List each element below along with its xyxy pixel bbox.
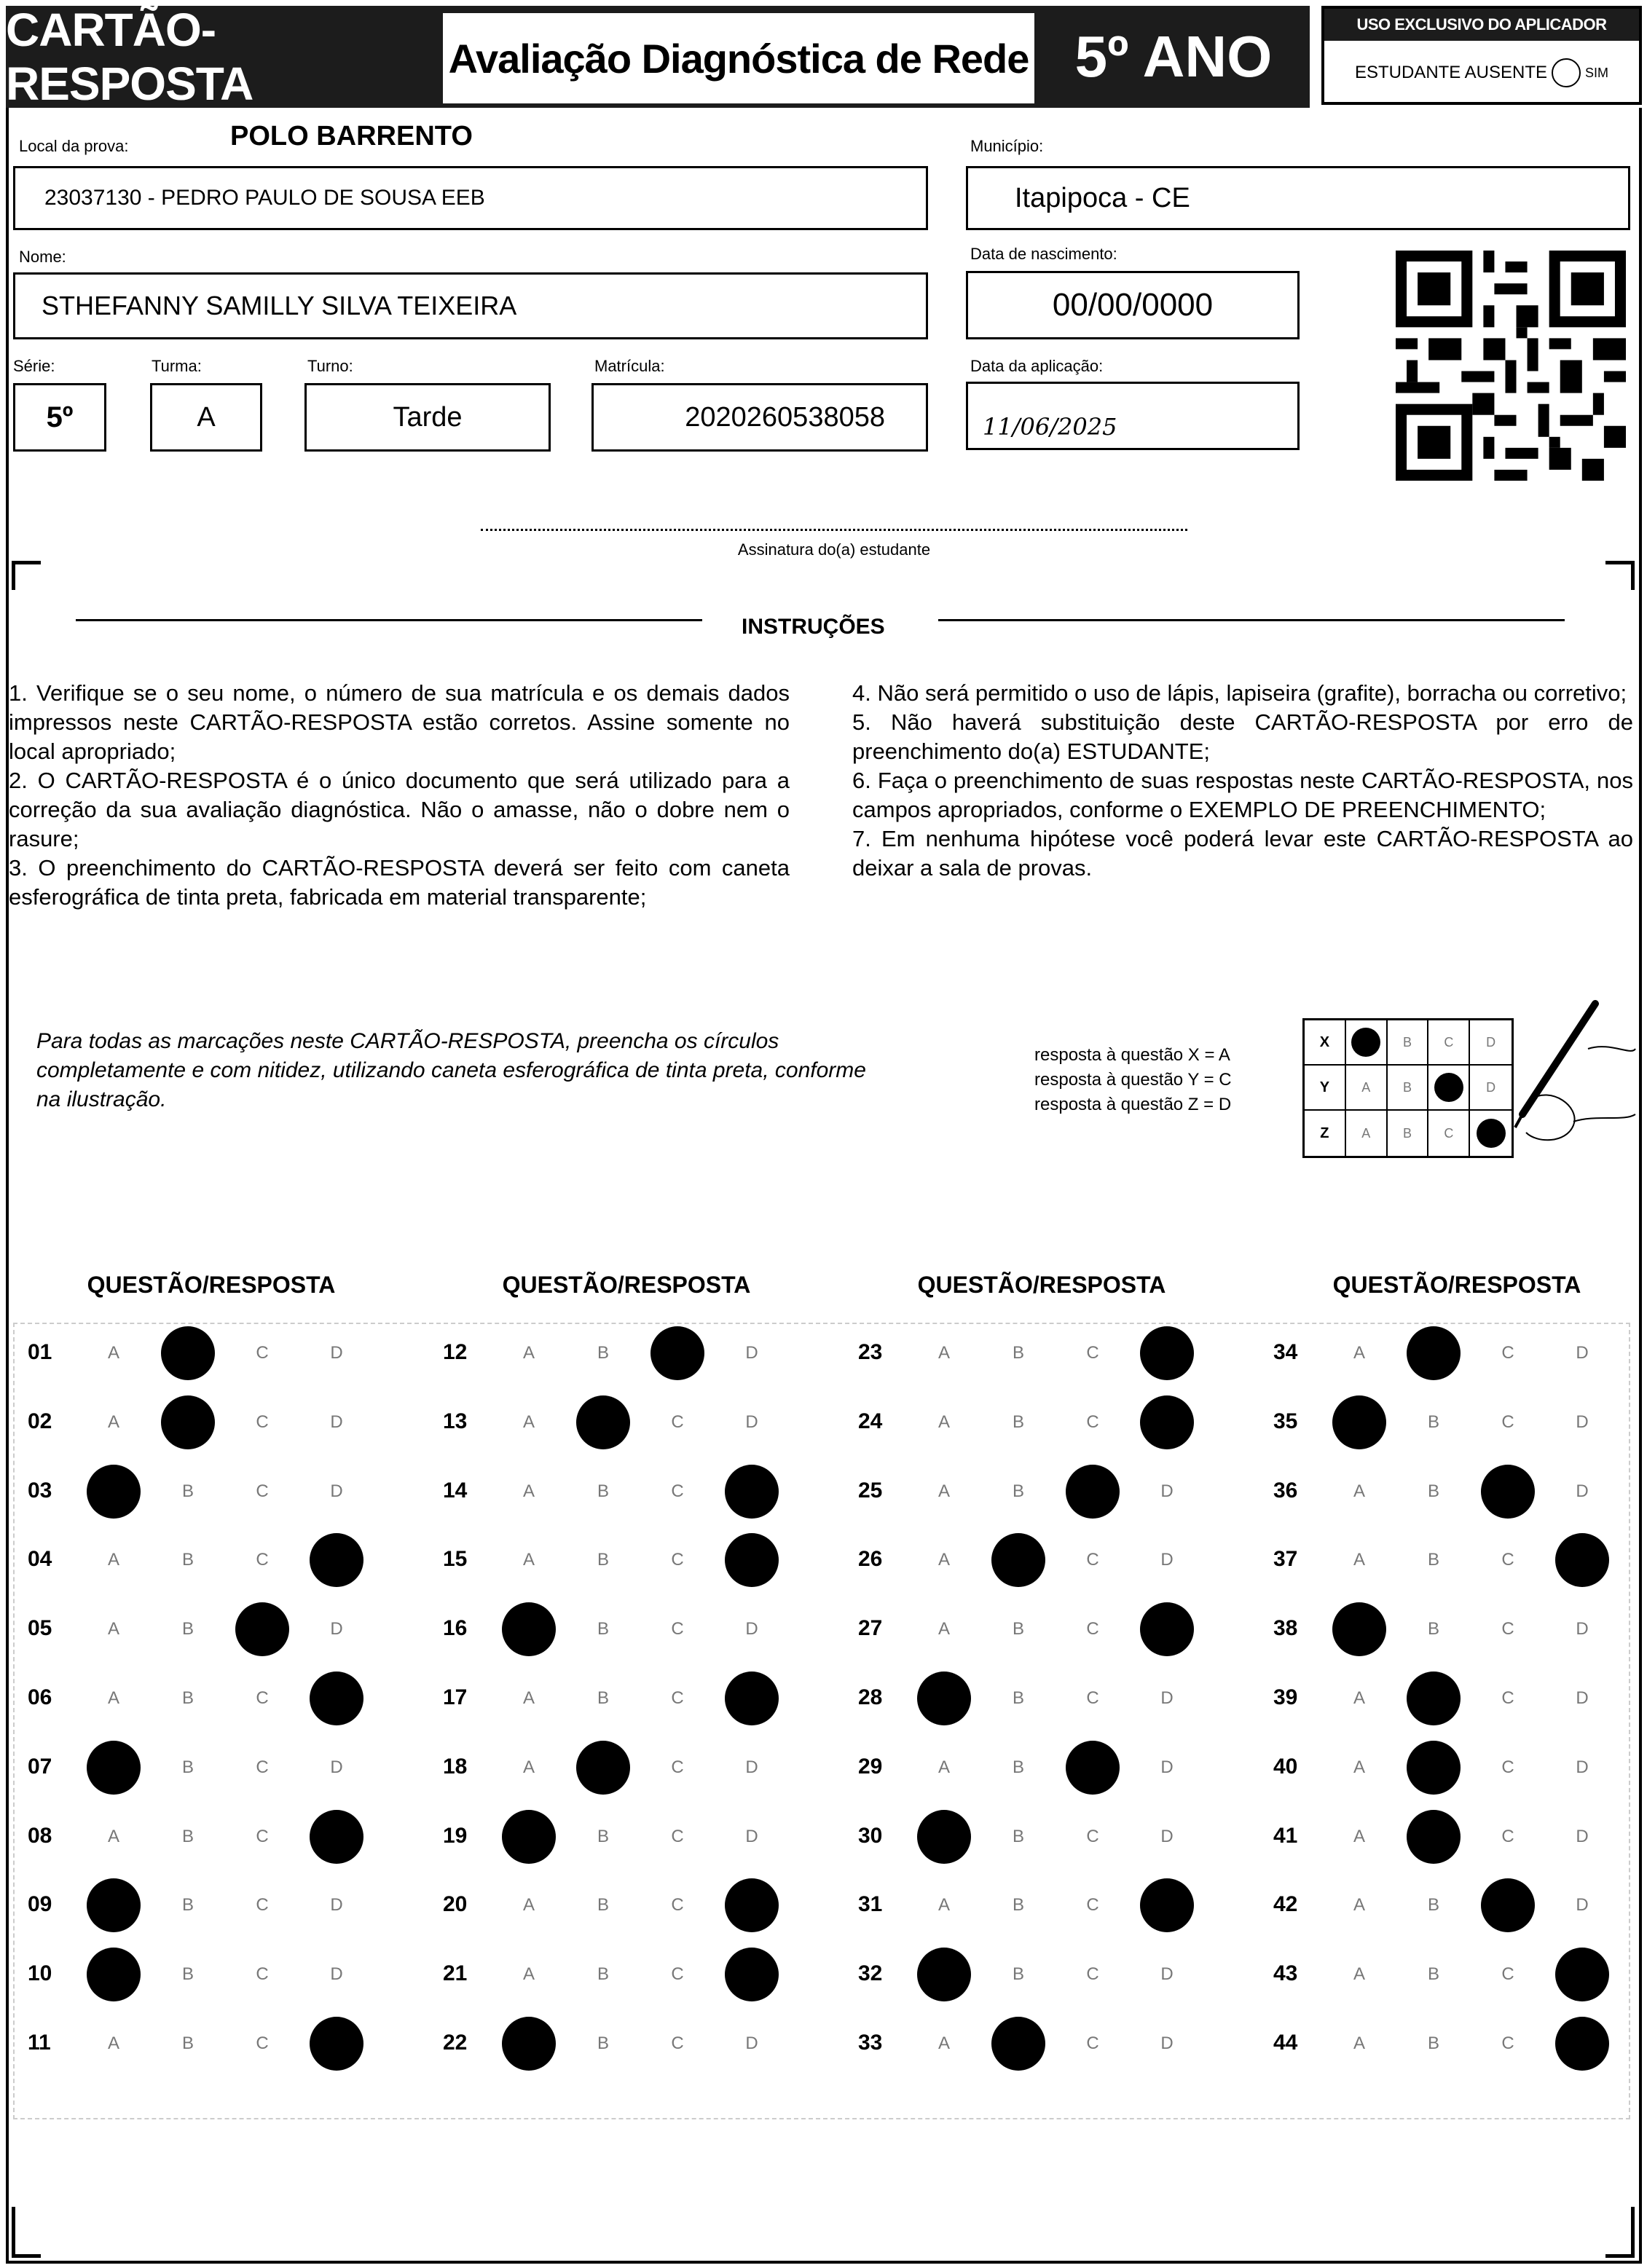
answer-option-bubble[interactable]: A — [938, 1550, 950, 1570]
answer-option-bubble[interactable]: D — [1576, 1481, 1589, 1501]
signature-line — [481, 529, 1187, 531]
question-number: 30 — [858, 1823, 883, 1848]
filled-answer-bubble[interactable] — [991, 2017, 1045, 2071]
question-number: 20 — [443, 1892, 468, 1917]
column-title: QUESTÃO/RESPOSTA — [502, 1272, 751, 1298]
example-option: A — [1346, 1066, 1388, 1109]
answer-option-bubble[interactable]: C — [256, 2033, 269, 2053]
aplicacao-label: Data da aplicação: — [970, 357, 1104, 375]
question-number: 11 — [28, 2031, 51, 2055]
absent-label: ESTUDANTE AUSENTE — [1354, 63, 1548, 82]
corner-mark — [1605, 561, 1635, 590]
example-option: B — [1388, 1020, 1429, 1064]
answer-option-bubble[interactable]: D — [1160, 1757, 1174, 1777]
answer-option-bubble[interactable]: B — [181, 1688, 194, 1708]
filled-answer-bubble[interactable] — [1332, 1602, 1386, 1656]
question-number: 23 — [858, 1340, 883, 1364]
question-number: 28 — [858, 1685, 883, 1709]
filled-answer-bubble[interactable] — [917, 1672, 971, 1725]
question-number: 24 — [858, 1409, 883, 1433]
answer-option-bubble[interactable]: D — [1160, 1826, 1174, 1846]
answer-option-bubble[interactable]: C — [256, 1343, 269, 1363]
answer-option-bubble[interactable]: A — [1353, 1481, 1365, 1501]
answer-option-bubble[interactable]: C — [256, 1757, 269, 1777]
answer-option-bubble[interactable]: B — [1427, 2033, 1439, 2053]
answer-option-bubble[interactable]: C — [1501, 1550, 1514, 1570]
instruction-item: 5. Não haverá substituição deste CARTÃO-RESPOSTA por erro de preenchimento do(a) ESTUDANTE; — [852, 709, 1633, 764]
example-option: C — [1428, 1020, 1470, 1064]
column-title: QUESTÃO/RESPOSTA — [917, 1272, 1166, 1298]
filled-answer-bubble[interactable] — [310, 2017, 363, 2071]
answer-option-bubble[interactable]: C — [671, 1688, 684, 1708]
answer-option-bubble[interactable]: B — [181, 1826, 194, 1846]
question-number: 27 — [858, 1616, 883, 1641]
answer-option-bubble[interactable]: B — [181, 1895, 194, 1915]
answer-option-bubble[interactable]: D — [745, 1826, 758, 1846]
example-question-label: Z — [1305, 1111, 1346, 1156]
answer-option-bubble[interactable]: B — [1427, 1895, 1439, 1915]
aplicacao-field: 11/06/2025 — [966, 382, 1300, 450]
answer-option-bubble[interactable]: A — [938, 1619, 950, 1639]
filled-answer-bubble[interactable] — [1140, 1326, 1194, 1380]
grade-title: 5º ANO — [1074, 24, 1273, 89]
answer-option-bubble[interactable]: C — [1501, 1757, 1514, 1777]
filled-answer-bubble[interactable] — [917, 1810, 971, 1864]
instruction-item: 6. Faça o preenchimento de suas respostas neste CARTÃO-RESPOSTA, nos campos apropriados, conforme o EXEMPLO DE PREENCHIMENTO; — [852, 768, 1633, 822]
filled-answer-bubble[interactable] — [502, 1602, 556, 1656]
question-number: 25 — [858, 1478, 883, 1503]
filled-answer-bubble[interactable] — [725, 1948, 779, 2001]
answer-option-bubble[interactable]: A — [1353, 1826, 1365, 1846]
question-number: 12 — [443, 1340, 468, 1364]
nascimento-label: Data de nascimento: — [970, 245, 1117, 263]
question-number: 14 — [443, 1478, 468, 1503]
answer-option-bubble[interactable]: D — [330, 1481, 343, 1501]
instruction-item: 4. Não será permitido o uso de lápis, lapiseira (grafite), borracha ou corretivo; — [852, 680, 1627, 706]
answer-option-bubble[interactable]: A — [1353, 1895, 1365, 1915]
corner-mark — [12, 561, 41, 590]
answer-option-bubble[interactable]: C — [1501, 1343, 1514, 1363]
answer-option-bubble[interactable]: B — [597, 1688, 609, 1708]
filled-answer-bubble[interactable] — [650, 1326, 704, 1380]
answer-option-bubble[interactable]: D — [1576, 1619, 1589, 1639]
filled-answer-bubble[interactable] — [502, 1810, 556, 1864]
answer-option-bubble[interactable]: A — [1353, 2033, 1365, 2053]
answer-option-bubble[interactable]: A — [1353, 1550, 1365, 1570]
answer-option-bubble[interactable]: A — [1353, 1343, 1365, 1363]
filled-answer-bubble[interactable] — [87, 1878, 141, 1932]
answer-option-bubble[interactable]: C — [671, 1964, 684, 1985]
filled-answer-bubble[interactable] — [1555, 1948, 1609, 2001]
turma-label: Turma: — [152, 357, 202, 375]
example-grid — [1302, 1018, 1514, 1158]
answer-option-bubble[interactable]: A — [1353, 1964, 1365, 1985]
answer-option-bubble[interactable]: C — [1501, 1688, 1514, 1708]
answer-option-bubble[interactable]: B — [1012, 1757, 1024, 1777]
filled-answer-bubble[interactable] — [1140, 1878, 1194, 1932]
aplicador-title: USO EXCLUSIVO DO APLICADOR — [1324, 9, 1639, 41]
answer-option-bubble[interactable]: B — [1427, 1481, 1439, 1501]
filled-answer-bubble[interactable] — [310, 1533, 363, 1587]
filled-answer-bubble[interactable] — [991, 1533, 1045, 1587]
matricula-label: Matrícula: — [594, 357, 665, 375]
answer-option-bubble[interactable]: B — [1012, 1411, 1024, 1432]
answer-option-bubble[interactable]: A — [938, 1481, 950, 1501]
filled-answer-bubble[interactable] — [235, 1602, 289, 1656]
exam-title: Avaliação Diagnóstica de Rede — [443, 13, 1034, 103]
answer-option-bubble[interactable]: D — [745, 1619, 758, 1639]
answer-option-bubble[interactable]: D — [1576, 1757, 1589, 1777]
example-label: resposta à questão X = A — [1034, 1045, 1230, 1065]
answer-option-bubble[interactable]: D — [330, 1757, 343, 1777]
answer-option-bubble[interactable]: B — [1427, 1411, 1439, 1432]
answer-option-bubble[interactable]: B — [597, 1826, 609, 1846]
answer-option-bubble[interactable]: D — [1160, 1481, 1174, 1501]
answer-option-bubble[interactable]: B — [597, 1619, 609, 1639]
answer-option-bubble[interactable]: D — [330, 1411, 343, 1432]
question-number: 31 — [858, 1892, 883, 1917]
question-number: 22 — [443, 2031, 468, 2055]
example-row — [1305, 1111, 1512, 1156]
filled-answer-bubble[interactable] — [1407, 1741, 1461, 1795]
answer-option-bubble[interactable]: D — [1160, 1688, 1174, 1708]
answer-option-bubble[interactable]: C — [256, 1964, 269, 1985]
answer-option-bubble[interactable]: A — [522, 1481, 535, 1501]
filled-answer-bubble[interactable] — [1140, 1395, 1194, 1449]
answer-option-bubble[interactable]: A — [522, 1411, 535, 1432]
filled-answer-bubble[interactable] — [725, 1465, 779, 1519]
question-number: 16 — [443, 1616, 468, 1641]
corner-mark — [12, 2207, 41, 2258]
instruction-item: 2. O CARTÃO-RESPOSTA é o único documento que será utilizado para a correção da sua avaliação diagnóstica. Não o amasse, não o dobre nem o rasure; — [9, 768, 790, 851]
answer-option-bubble[interactable]: C — [256, 1688, 269, 1708]
answer-option-bubble[interactable]: A — [107, 1343, 119, 1363]
question-number: 42 — [1273, 1892, 1298, 1917]
filled-answer-bubble[interactable] — [161, 1326, 215, 1380]
example-option: B — [1388, 1066, 1429, 1109]
question-number: 04 — [28, 1547, 52, 1572]
column-title: QUESTÃO/RESPOSTA — [1332, 1272, 1581, 1298]
answer-option-bubble[interactable]: A — [522, 1550, 535, 1570]
answer-option-bubble[interactable]: B — [1012, 1826, 1024, 1846]
answer-option-bubble[interactable]: B — [1427, 1964, 1439, 1985]
answer-option-bubble[interactable]: B — [181, 1619, 194, 1639]
answer-option-bubble[interactable]: B — [181, 1550, 194, 1570]
answer-option-bubble[interactable]: A — [522, 1895, 535, 1915]
turno-field: Tarde — [304, 383, 551, 452]
answer-option-bubble[interactable]: A — [938, 2033, 950, 2053]
divider — [938, 619, 1565, 621]
question-number: 18 — [443, 1754, 468, 1779]
answer-option-bubble[interactable]: B — [1012, 1964, 1024, 1985]
answer-option-bubble[interactable]: D — [330, 1343, 343, 1363]
answer-option-bubble[interactable]: C — [1086, 1826, 1099, 1846]
answer-option-bubble[interactable]: C — [256, 1481, 269, 1501]
answer-option-bubble[interactable]: A — [938, 1895, 950, 1915]
question-number: 34 — [1273, 1340, 1298, 1364]
answer-option-bubble[interactable]: A — [938, 1343, 950, 1363]
answer-option-bubble[interactable]: C — [1086, 1964, 1099, 1985]
filled-answer-bubble[interactable] — [502, 2017, 556, 2071]
answer-option-bubble[interactable]: C — [671, 1550, 684, 1570]
filled-answer-bubble[interactable] — [1140, 1602, 1194, 1656]
answer-option-bubble[interactable]: C — [1501, 1619, 1514, 1639]
filled-answer-bubble[interactable] — [576, 1741, 630, 1795]
filled-answer-bubble[interactable] — [917, 1948, 971, 2001]
qr-code — [1396, 251, 1626, 481]
answer-option-bubble[interactable]: C — [256, 1826, 269, 1846]
filled-answer-bubble[interactable] — [1407, 1810, 1461, 1864]
example-filled-bubble — [1346, 1020, 1388, 1064]
pen-illustration — [1486, 998, 1639, 1165]
filled-answer-bubble[interactable] — [1066, 1465, 1120, 1519]
question-number: 06 — [28, 1685, 52, 1709]
answer-option-bubble[interactable]: A — [938, 1757, 950, 1777]
question-number: 10 — [28, 1961, 52, 1986]
filled-answer-bubble[interactable] — [1066, 1741, 1120, 1795]
example-option: D — [1486, 1079, 1496, 1095]
question-number: 15 — [443, 1547, 468, 1572]
filled-answer-bubble[interactable] — [725, 1672, 779, 1725]
nome-label: Nome: — [19, 248, 66, 266]
filled-mark — [1351, 1028, 1380, 1057]
answer-option-bubble[interactable]: A — [938, 1411, 950, 1432]
absent-bubble[interactable] — [1552, 58, 1581, 87]
answer-option-bubble[interactable]: A — [522, 1757, 535, 1777]
answer-option-bubble[interactable]: C — [1501, 1964, 1514, 1985]
local-value: POLO BARRENTO — [230, 121, 473, 151]
filled-answer-bubble[interactable] — [310, 1810, 363, 1864]
answer-option-bubble[interactable]: C — [1086, 1550, 1099, 1570]
example-option: B — [1388, 1111, 1429, 1156]
municipio-field: Itapipoca - CE — [966, 166, 1630, 230]
example-question-label: Y — [1305, 1066, 1346, 1109]
answer-option-bubble[interactable]: D — [330, 1895, 343, 1915]
answer-option-bubble[interactable]: C — [671, 1826, 684, 1846]
question-number: 13 — [443, 1409, 468, 1433]
corner-mark — [1605, 2207, 1635, 2258]
answer-option-bubble[interactable]: C — [256, 1411, 269, 1432]
answer-option-bubble[interactable]: B — [181, 1757, 194, 1777]
answer-option-bubble[interactable]: B — [597, 1964, 609, 1985]
answer-option-bubble[interactable]: A — [107, 1411, 119, 1432]
answer-option-bubble[interactable]: B — [1012, 1343, 1024, 1363]
filled-answer-bubble[interactable] — [1481, 1878, 1535, 1932]
answer-option-bubble[interactable]: C — [671, 1411, 684, 1432]
filled-answer-bubble[interactable] — [1407, 1326, 1461, 1380]
signature-label: Assinatura do(a) estudante — [737, 540, 931, 559]
answer-option-bubble[interactable]: D — [745, 2033, 758, 2053]
answer-option-bubble[interactable]: D — [1576, 1826, 1589, 1846]
answer-option-bubble[interactable]: A — [107, 1550, 119, 1570]
answer-option-bubble[interactable]: C — [671, 1757, 684, 1777]
filled-answer-bubble[interactable] — [87, 1948, 141, 2001]
column-title: QUESTÃO/RESPOSTA — [87, 1272, 336, 1298]
instructions-right — [852, 679, 1633, 883]
question-number: 03 — [28, 1478, 52, 1503]
answer-option-bubble[interactable]: B — [597, 1481, 609, 1501]
question-number: 17 — [443, 1685, 468, 1709]
instructions-title: INSTRUÇÕES — [742, 615, 885, 639]
filled-answer-bubble[interactable] — [1555, 1533, 1609, 1587]
answer-option-bubble[interactable]: B — [1012, 1619, 1024, 1639]
serie-label: Série: — [13, 357, 55, 375]
example-label: resposta à questão Y = C — [1034, 1070, 1232, 1090]
filled-answer-bubble[interactable] — [725, 1878, 779, 1932]
serie-field: 5º — [13, 383, 106, 452]
question-number: 43 — [1273, 1961, 1298, 1986]
answer-option-bubble[interactable]: C — [1086, 1688, 1099, 1708]
nome-field: STHEFANNY SAMILLY SILVA TEIXEIRA — [13, 272, 928, 339]
answer-option-bubble[interactable]: B — [1012, 1481, 1024, 1501]
question-number: 07 — [28, 1754, 52, 1779]
question-number: 41 — [1273, 1823, 1298, 1848]
question-number: 05 — [28, 1616, 52, 1641]
answer-option-bubble[interactable]: C — [1086, 2033, 1099, 2053]
answer-option-bubble[interactable]: A — [522, 1688, 535, 1708]
question-number: 40 — [1273, 1754, 1298, 1779]
filled-answer-bubble[interactable] — [161, 1395, 215, 1449]
answer-option-bubble[interactable]: D — [330, 1964, 343, 1985]
answer-option-bubble[interactable]: D — [745, 1343, 758, 1363]
question-number: 36 — [1273, 1478, 1298, 1503]
nascimento-field: 00/00/0000 — [966, 271, 1300, 339]
example-labels — [1034, 1043, 1232, 1117]
answer-option-bubble[interactable]: B — [1427, 1619, 1439, 1639]
answer-option-bubble[interactable]: D — [1576, 1895, 1589, 1915]
answer-option-bubble[interactable]: B — [181, 2033, 194, 2053]
answer-option-bubble[interactable]: C — [1086, 1343, 1099, 1363]
example-label: resposta à questão Z = D — [1034, 1095, 1232, 1114]
answer-option-bubble[interactable]: D — [745, 1757, 758, 1777]
filled-answer-bubble[interactable] — [1332, 1395, 1386, 1449]
answer-option-bubble[interactable]: A — [522, 1964, 535, 1985]
filled-answer-bubble[interactable] — [310, 1672, 363, 1725]
filled-answer-bubble[interactable] — [87, 1741, 141, 1795]
answer-option-bubble[interactable]: B — [597, 1895, 609, 1915]
answer-option-bubble[interactable]: D — [330, 1619, 343, 1639]
question-number: 35 — [1273, 1409, 1298, 1433]
answer-option-bubble[interactable]: D — [745, 1411, 758, 1432]
question-number: 26 — [858, 1547, 883, 1572]
question-number: 21 — [443, 1961, 468, 1986]
answer-option-bubble[interactable]: C — [1086, 1619, 1099, 1639]
absent-yes-label: SIM — [1585, 65, 1609, 80]
instruction-item: 1. Verifique se o seu nome, o número de sua matrícula e os demais dados impressos neste CARTÃO-RESPOSTA estão corretos. Assine somente no local apropriado; — [9, 680, 790, 764]
answer-option-bubble[interactable]: D — [1160, 1964, 1174, 1985]
answer-option-bubble[interactable]: A — [1353, 1757, 1365, 1777]
example-option: C — [1428, 1111, 1470, 1156]
answer-option-bubble[interactable]: C — [1086, 1895, 1099, 1915]
answer-option-bubble[interactable]: C — [671, 2033, 684, 2053]
answer-option-bubble[interactable]: B — [1012, 1688, 1024, 1708]
answer-option-bubble[interactable]: B — [597, 1343, 609, 1363]
answer-option-bubble[interactable]: B — [597, 1550, 609, 1570]
answer-option-bubble[interactable]: B — [1012, 1895, 1024, 1915]
answer-option-bubble[interactable]: C — [671, 1619, 684, 1639]
answer-option-bubble[interactable]: C — [671, 1481, 684, 1501]
question-number: 33 — [858, 2031, 883, 2055]
instruction-item: 7. Em nenhuma hipótese você poderá levar este CARTÃO-RESPOSTA ao deixar a sala de provas. — [852, 826, 1633, 881]
answer-option-bubble[interactable]: B — [181, 1481, 194, 1501]
answer-option-bubble[interactable]: B — [1427, 1550, 1439, 1570]
filled-mark — [1434, 1073, 1463, 1102]
example-row — [1305, 1020, 1512, 1066]
answer-option-bubble[interactable]: C — [256, 1550, 269, 1570]
example-text: Para todas as marcações neste CARTÃO-RESPOSTA, preencha os círculos completamente e com nitidez, utilizando caneta esferográfica de tinta preta, conforme na ilustração. — [36, 1029, 866, 1111]
question-number: 38 — [1273, 1616, 1298, 1641]
filled-answer-bubble[interactable] — [1555, 2017, 1609, 2071]
card-title: CARTÃO-RESPOSTA — [6, 4, 253, 110]
question-number: 09 — [28, 1892, 52, 1917]
answer-option-bubble[interactable]: C — [1501, 1411, 1514, 1432]
turno-label: Turno: — [307, 357, 353, 375]
answer-option-bubble[interactable]: C — [1086, 1411, 1099, 1432]
question-number: 01 — [28, 1340, 52, 1364]
filled-answer-bubble[interactable] — [1481, 1465, 1535, 1519]
question-number: 32 — [858, 1961, 883, 1986]
divider — [76, 619, 702, 621]
escola-field: 23037130 - PEDRO PAULO DE SOUSA EEB — [13, 166, 928, 230]
matricula-field: 2020260538058 — [591, 383, 928, 452]
answer-option-bubble[interactable]: C — [671, 1895, 684, 1915]
answer-option-bubble[interactable]: D — [1576, 1411, 1589, 1432]
example-option: D — [1486, 1034, 1496, 1050]
instructions-left — [9, 679, 790, 912]
local-label: Local da prova: — [19, 137, 129, 155]
question-number: 19 — [443, 1823, 468, 1848]
instruction-item: 3. O preenchimento do CARTÃO-RESPOSTA deverá ser feito com caneta esferográfica de tinta preta, fabricada em material transparente; — [9, 855, 790, 910]
answer-option-bubble[interactable]: D — [1160, 1550, 1174, 1570]
question-number: 08 — [28, 1823, 52, 1848]
filled-answer-bubble[interactable] — [725, 1533, 779, 1587]
question-number: 29 — [858, 1754, 883, 1779]
municipio-label: Município: — [970, 137, 1044, 155]
answer-option-bubble[interactable]: A — [1353, 1688, 1365, 1708]
answer-option-bubble[interactable]: C — [1501, 2033, 1514, 2053]
example-row — [1305, 1066, 1512, 1111]
filled-answer-bubble[interactable] — [576, 1395, 630, 1449]
answer-option-bubble[interactable]: A — [107, 1826, 119, 1846]
example-question-label: X — [1305, 1020, 1346, 1064]
question-number: 39 — [1273, 1685, 1298, 1709]
example-filled-bubble — [1428, 1066, 1470, 1109]
aplicador-box — [1321, 6, 1642, 105]
answer-option-bubble[interactable]: C — [256, 1895, 269, 1915]
answer-option-bubble[interactable]: D — [1160, 2033, 1174, 2053]
filled-answer-bubble[interactable] — [1407, 1672, 1461, 1725]
answer-option-bubble[interactable]: D — [1576, 1343, 1589, 1363]
question-number: 44 — [1273, 2031, 1298, 2055]
question-number: 37 — [1273, 1547, 1298, 1572]
answer-option-bubble[interactable]: D — [1576, 1688, 1589, 1708]
answer-option-bubble[interactable]: A — [107, 2033, 119, 2053]
question-number: 02 — [28, 1409, 52, 1433]
turma-field: A — [150, 383, 262, 452]
example-option: A — [1346, 1111, 1388, 1156]
answer-option-bubble[interactable]: C — [1501, 1826, 1514, 1846]
answer-option-bubble[interactable]: A — [522, 1343, 535, 1363]
filled-answer-bubble[interactable] — [87, 1465, 141, 1519]
answer-option-bubble[interactable]: B — [597, 2033, 609, 2053]
answer-option-bubble[interactable]: B — [181, 1964, 194, 1985]
answer-option-bubble[interactable]: A — [107, 1619, 119, 1639]
answer-option-bubble[interactable]: A — [107, 1688, 119, 1708]
